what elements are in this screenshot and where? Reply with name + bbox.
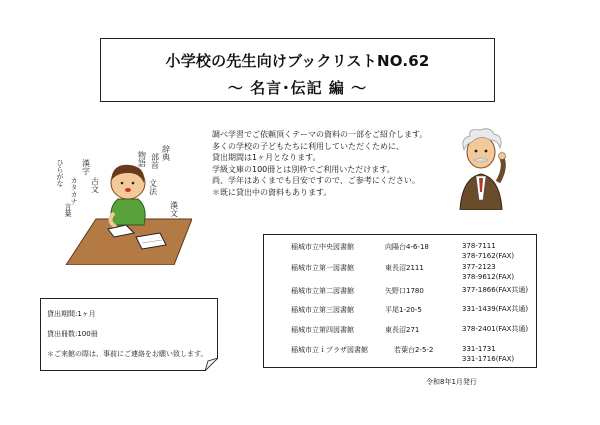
word-kanbun: 漢文 xyxy=(169,201,179,217)
library-address: 平尾1-20-5 xyxy=(385,306,422,314)
intro-line: 貸出期間は1ヶ月となります。 xyxy=(212,153,321,162)
word-monogatari: 物語 xyxy=(137,151,147,167)
intro-line: ＊既に貸出中の資料もあります。 xyxy=(212,187,332,197)
word-jiten: 辞典 xyxy=(161,145,171,161)
library-name: 稲城市立第二図書館 xyxy=(291,287,354,295)
loan-note: ＊ご来館の際は、事前にご連絡をお願い致します。 xyxy=(47,350,208,358)
library-address: 東長沼2111 xyxy=(385,264,424,272)
library-tel: 331-1731 331-1716(FAX) xyxy=(462,345,515,363)
word-bunpou: 文法 xyxy=(148,179,158,195)
library-tel: 377-2123 378-9612(FAX) xyxy=(462,263,515,281)
intro-line: 尚、学年はあくまでも目安ですので、ご参考にください。 xyxy=(212,176,420,185)
loan-period: 貸出期間:1ヶ月 xyxy=(47,310,96,318)
title-box xyxy=(100,38,495,102)
page-subtitle: ～ 名言･伝記 編 ～ xyxy=(227,79,368,97)
intro-text xyxy=(212,129,472,198)
library-name: 稲城市立第一図書館 xyxy=(291,264,354,272)
library-address: 若葉台2-5-2 xyxy=(394,346,434,354)
library-tel: 377-1866(FAX共通) xyxy=(462,286,529,294)
child-studying-illustration xyxy=(52,137,192,265)
word-kobun: 古文 xyxy=(90,177,100,193)
loan-info-box xyxy=(40,298,218,371)
word-katakana: カタカナ xyxy=(70,177,78,205)
library-table xyxy=(263,234,537,368)
professor-illustration xyxy=(450,120,512,210)
library-name: 稲城市立第四図書館 xyxy=(291,326,354,334)
word-bushu: 部首 xyxy=(150,153,160,169)
intro-line: 学級文庫の100冊とは別枠でご利用いただけます。 xyxy=(212,164,395,174)
issued-date: 令和8年1月発行 xyxy=(426,378,477,386)
library-tel: 378-2401(FAX共通) xyxy=(462,325,529,333)
library-tel: 331-1439(FAX共通) xyxy=(462,305,529,313)
word-kotoba: 言葉 xyxy=(64,203,72,217)
library-address: 矢野口1780 xyxy=(385,287,424,295)
library-name: 稲城市立中央図書館 xyxy=(291,243,354,251)
library-name: 稲城市立ｉプラザ図書館 xyxy=(291,346,368,354)
intro-line: 調べ学習でご依頼頂くテーマの資料の一部をご紹介します。 xyxy=(212,130,428,139)
page-title: 小学校の先生向けブックリストNO.62 xyxy=(165,52,430,70)
library-address: 向陽台4-6-18 xyxy=(385,243,429,251)
library-name: 稲城市立第三図書館 xyxy=(291,306,354,314)
intro-line: 多くの学校の子どもたちに利用していただくために、 xyxy=(212,141,404,151)
word-hiragana: ひらがな xyxy=(56,159,64,187)
library-tel: 378-7111 378-7162(FAX) xyxy=(462,242,515,260)
word-kanji: 漢字 xyxy=(81,159,91,175)
library-address: 東長沼271 xyxy=(385,326,420,334)
loan-count: 貸出冊数:100冊 xyxy=(47,330,98,338)
folded-corner-icon xyxy=(205,358,218,371)
